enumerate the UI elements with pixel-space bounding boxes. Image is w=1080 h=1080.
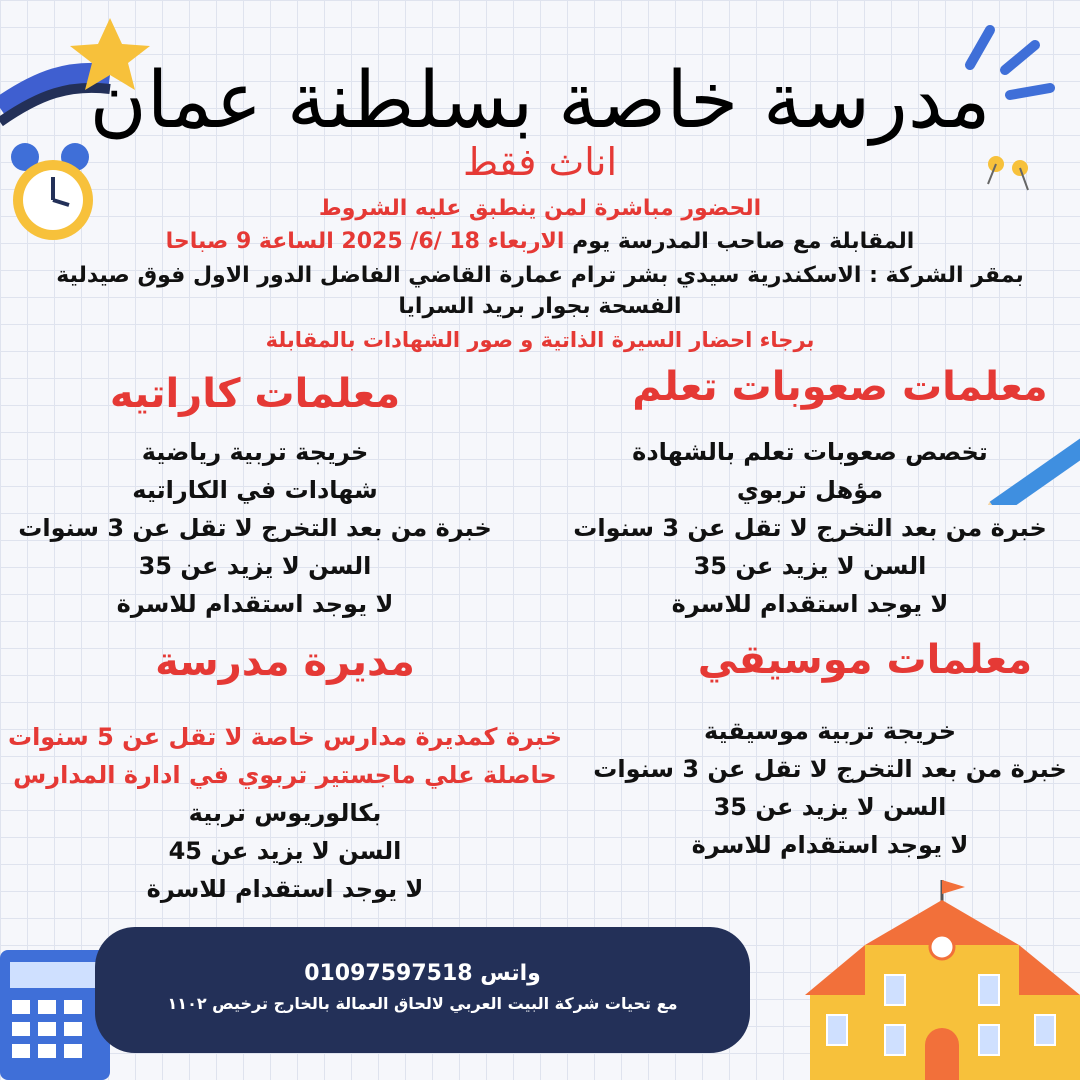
list-item: السن لا يزيد عن 35	[138, 552, 372, 580]
list-item: لا يوجد استقدام للاسرة	[146, 875, 424, 903]
address-line-2: الفسحة بجوار بريد السرايا	[398, 294, 682, 319]
page-subtitle: اناث فقط	[462, 140, 618, 184]
interview-datetime: الاربعاء 18 /6/ 2025 الساعة 9 صباحا	[165, 229, 565, 254]
section-music-list	[580, 712, 1080, 864]
list-item: السن لا يزيد عن 35	[693, 552, 927, 580]
list-item: لا يوجد استقدام للاسرة	[691, 831, 969, 859]
school-building-icon	[805, 875, 1080, 1080]
list-item: خبرة كمديرة مدارس خاصة لا تقل عن 5 سنوات	[7, 723, 563, 751]
interview-prefix: المقابلة مع صاحب المدرسة يوم	[564, 229, 915, 254]
section-title-karate: معلمات كاراتيه	[109, 371, 401, 417]
company-credit: مع تحيات شركة البيت العربي لالحاق العمالة بالخارج ترخيص ١١٠٢	[167, 994, 678, 1013]
list-item: مؤهل تربوي	[736, 476, 884, 504]
attendance-note: الحضور مباشرة لمن ينطبق عليه الشروط	[318, 196, 762, 221]
list-item: لا يوجد استقدام للاسرة	[116, 590, 394, 618]
list-item: شهادات في الكاراتيه	[132, 476, 378, 504]
section-title-music: معلمات موسيقي	[697, 637, 1033, 683]
list-item: خريجة تربية رياضية	[141, 438, 369, 466]
list-item: بكالوريوس تربية	[188, 799, 382, 827]
page-title: مدرسة خاصة بسلطنة عمان	[89, 56, 991, 146]
contact-footer	[95, 927, 750, 1053]
interview-line	[0, 229, 1080, 255]
address-line-1: بمقر الشركة : الاسكندرية سيدي بشر ترام عمارة القاضي الفاضل الدور الاول فوق صيدلية	[56, 263, 1024, 288]
section-title-principal: مديرة مدرسة	[155, 639, 415, 685]
list-item: خبرة من بعد التخرج لا تقل عن 3 سنوات	[18, 514, 492, 542]
list-item: السن لا يزيد عن 35	[713, 793, 947, 821]
list-item: خبرة من بعد التخرج لا تقل عن 3 سنوات	[593, 755, 1067, 783]
list-item: تخصص صعوبات تعلم بالشهادة	[632, 438, 988, 466]
list-item: خريجة تربية موسيقية	[703, 717, 957, 745]
list-item: السن لا يزيد عن 45	[168, 837, 402, 865]
bring-documents-note: برجاء احضار السيرة الذاتية و صور الشهادات بالمقابلة	[265, 328, 815, 352]
list-item: لا يوجد استقدام للاسرة	[671, 590, 949, 618]
list-item: حاصلة علي ماجستير تربوي في ادارة المدارس	[13, 761, 557, 789]
list-item: خبرة من بعد التخرج لا تقل عن 3 سنوات	[573, 514, 1047, 542]
section-title-learning: معلمات صعوبات تعلم	[632, 364, 1048, 410]
section-learning-list	[550, 433, 1070, 623]
section-karate-list	[5, 433, 505, 623]
section-principal-list	[5, 718, 565, 908]
whatsapp-number[interactable]: واتس 01097597518	[304, 961, 541, 986]
